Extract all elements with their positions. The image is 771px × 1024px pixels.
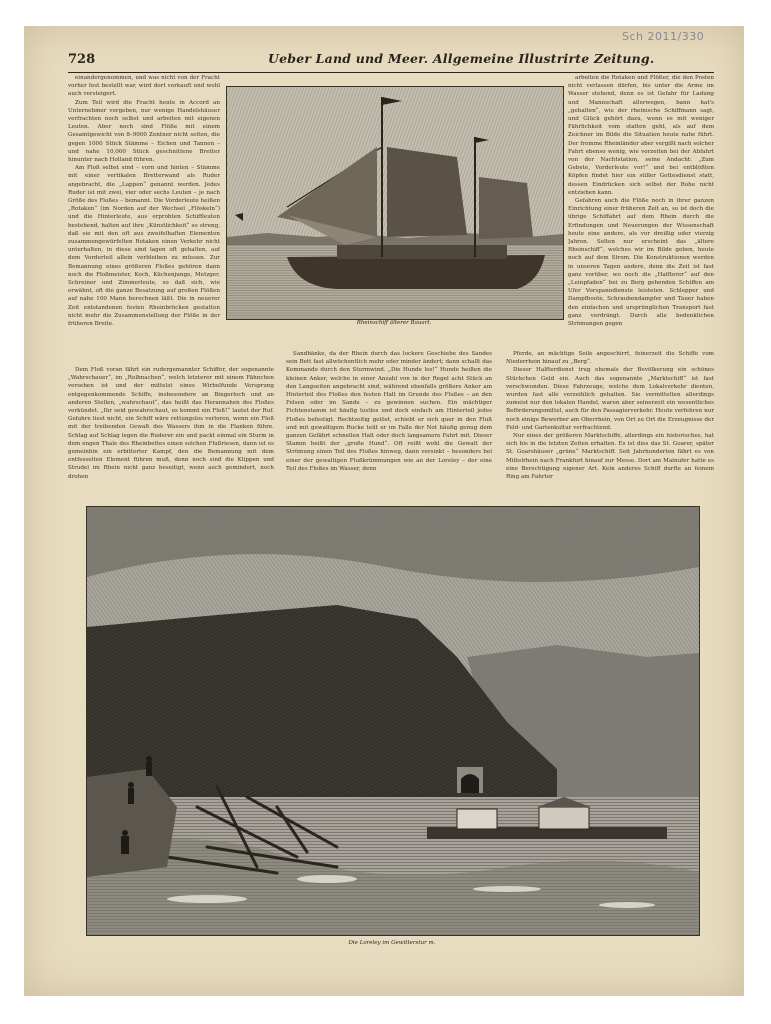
ship-caption: Rheinschiff älterer Bauart. (356, 320, 432, 326)
text-column-bottom-2 (286, 350, 492, 484)
paragraph: arbeiten die Rotaken und Flößer, die den Posten nicht verlassen dürfen, bis unter die Arme im Wasser stehend, denn es ist Gefahr für Ladung und Mannschaft allerwegen, bann hat's „gehalten“, wie der rheinische Schiffmann sagt, und Glück gehört dazu, wenn es mit weniger Fährlichkeit vom statten geht, als auf dem Zeichner im Bilde die Situation heute nahe führt. Der fromme Rheinländer aber vergißt nach solcher Fahrt ebenso wenig, wie vorzeiten bei der Abfahrt von der Nachtstation, seine Andacht: „Zum Gebete, Vorderleute vor!“ und bei entblößten Köpfen findet hier ein stiller Gottesdienst statt, dessen Eindrücken sich selbst der Rohe nicht entziehen kann. (568, 75, 714, 196)
paragraph: Zum Teil wird die Fracht heute in Accord an Unternehmer vergeben, nur wenige Handelshäuser verfrachten noch selbst und arbeiten mit eigenen Leuten. Aber noch sind Flöße mit einem Gesamtgewicht von 8–9000 Zentner nicht selten, die gegen 1000 Stück Stämme – Eichen und Tannen – und nahe 10,000 Stück geschnittene Bretter hinunter nach Holland führen. (68, 99, 220, 164)
text-column-top-left (68, 74, 220, 364)
paragraph: Pferde, an mächtige Seile angeschirrt, feinerzeit die Schiffe vom Niederrhein hinauf zu „Berg“. (506, 351, 714, 366)
loreley-engraving (87, 507, 699, 935)
paragraph: Sandbänke, da der Rhein durch das lockere Geschiebe des Sandes sein Bett fast allwöchentlich mehr oder minder ändert; dann schallt das Kommando durch den Sturmwind. „Die Hunde los!“ Hunde heißen die kleinen Anker, welche in einer Anzahl von in der Regel acht Stück an den Langseiten angebracht sind, während ebenfalls größere Anker am Hinterteil des Floßes den festen Halt im Grunde des Flußes – an den Felsen oder im Sande – zu gewinnen suchen. Ein mächtiger Fichtenstamm ist häufig lustlos und doch einfach am Hinterteil jedes Floßes befestigt. Rechtzeitig gelöst, schiebt er sich quer in den Fluß und mit gewaltigem Rucke teilt er im Falle der Not häufig genug dem ganzen Gefährt schnellen Halt oder doch langsamere Fahrt mit. Dieser Stamm heißt der „große Hund“. Oft reißt wohl die Gewalt der Strömung einen Teil des Floßes hinweg, dann versinkt – besonders bei einer der gewaltigen Flußkrümmungen wie an der Loreley – der eine Teil des Floßes im Wasser, denn (286, 351, 492, 472)
page-number: 728 (68, 52, 96, 67)
page-header (68, 50, 714, 73)
ship-engraving (227, 87, 563, 319)
paragraph: Gefahren auch die Flöße noch in ihrer ganzen Einrichtung einer früheren Zeit an, so ist doch die übrige Schiffahrt auf dem Rhein durch die Erfindungen und Neuerungen der Wissenschaft heute eine andere, als vor dreißig oder vierzig Jahren. Selten nur erscheint das „ältere Rheinschiff“, welches wir im Bilde geben, heute noch auf dem Strom. Die Konstruktionen werden in unseren Tagen andere, denn die Zeit ist fast ganz vorüber, wo noch die „Halfterer“ auf den „Leinpfaden“ bei zu Berg gehenden Schiffen am Ufer Vorspanndienste leisteten. Schlepper und Dampfboote, Schraubendampfer und Tauer haben den einfachen und ursprünglichen Transport fast ganz verdrängt. Durch alle bedenklichen Strömungen gegen (568, 198, 714, 328)
rhine-ship-illustration (226, 86, 564, 320)
text-column-bottom-1 (68, 366, 274, 484)
paragraph: Nur eines der größeren Marktschiffe, allerdings ein historisches, hat sich bis in die letzten Zeiten erhalten. Es ist dies das St. Goarer, später St. Goarshäuser „grüne“ Marktschiff. Seit Jahrhunderten fährt es von Mittelrhein nach Frankfurt hinauf zur Messe. Dort am Mainufer hatte es eine Berechtigung eigener Art. Kein anderes Schiff durfte an feinem Ring am Fahrtor (506, 433, 714, 481)
journal-title: Ueber Land und Meer. Allgemeine Illustrirte Zeitung. (268, 51, 655, 66)
paragraph: einandergenommen, und was nicht von der Fracht vorher fest bestellt war, wird dort verkauft und wohl auch versteigert. (68, 75, 220, 98)
text-column-bottom-3 (506, 350, 714, 484)
archive-mark: Sch 2011/330 (622, 30, 705, 43)
loreley-storm-illustration (86, 506, 700, 936)
paragraph: Dieser Halfterdienst trug ehemals der Bevölkerung ein schönes Stückchen Geld ein. Auch das sogenannte „Marktschiff“ ist fast verschwunden. Diese Fahrzeuge, welche dem Lokalverkehr dienten, wurden fast alle verzeihlich gehalten. Sie vermittelten allerdings zumeist nur den lokalen Handel, waren aber seinerzeit ein wesentliches Beförderungsmittel, auch für den Passagierverkehr. Heute verfehren nur noch einige Bewerber am Oberrhein, von Ort zu Ort die Erzeugnisse der Feld- und Gartenkultur verfrachtend. (506, 367, 714, 431)
loreley-caption: Die Loreley im Gewitterstur m. (348, 940, 436, 946)
paragraph: Dem Floß voran fährt ein rudergemannter Schiffer, der sogenannte „Wahrschauer“, im „Rolbnachen“, welch letzterer mit einem Fähnchen versehen ist und der mittelst eines Wirbelfunde Vorsprung entgegenkommende Schiffe, insbesondere an Bingerloch und an anderen Stellen, „wahrschaut“, das heißt das Herannahen des Floßes verkündet. „Ihr seid gewahrschaut, es kommt ein Floß!“ lautet der Ruf. Gefahre liest nicht, ein Schiff wäre rettungslos verloren, wenn ein Floß mit der treibenden Gewalt des Wassers ihm in die Flanken führe. Schlag auf Schlag legen die Ruderer ein und packt einmal ein Sturm in dem engen Thale des Rheinbettes einen solchen Flußriesen, dann ist es gemeinhin ein erbitterter Kampf, den die Bemannung mit dem entfesselten Element führen muß, denn noch sind die Klippen und Strudel im Rhein nicht ganz beseitigt, wenn auch gemindert, noch drohen (68, 367, 274, 480)
paragraph: Am Floß selbst sind – vorn und hinten – Stämme mit einer vertikalen Bretterwand als Ruder angebracht, die „Lappen“ genannt werden. Jedes Ruder ist mit zwei, vier oder sechs Leuten – je nach Größe des Floßes – bemannt. Die Vorderleute heißen „Rotaken“ (im Norden auf der Wechsel „Flöskeln“) und die Hinterleute, aus erprobten Schiffleuten bestehend, halten auf ihre „Künstlichkeit“ so streng, daß sie mit den oft aus zweifelhaften Elementen zusammengewürfelten Rotaken einen Verkehr nicht unterhalten, in diese sind lagen oft gehalten, auf dem Vorderteil allein verbleiben zu müssen. Zur Bemannung eines größeren Floßes gehören dann noch die Floßmeister, Koch, Küchenjunge, Metzger, Schreiner und Zimmerleute, so daß sich, wie erwähnt, oft die ganze Besatzung auf großen Flößen auf nahe 100 Mann berechnen läßt. Die in neuerer Zeit entstandenen festen Rheinbrücken gestatten nicht mehr die Zusammenstellung der Flöße in der früheren Breite. (68, 165, 220, 328)
text-column-top-right (568, 74, 714, 364)
